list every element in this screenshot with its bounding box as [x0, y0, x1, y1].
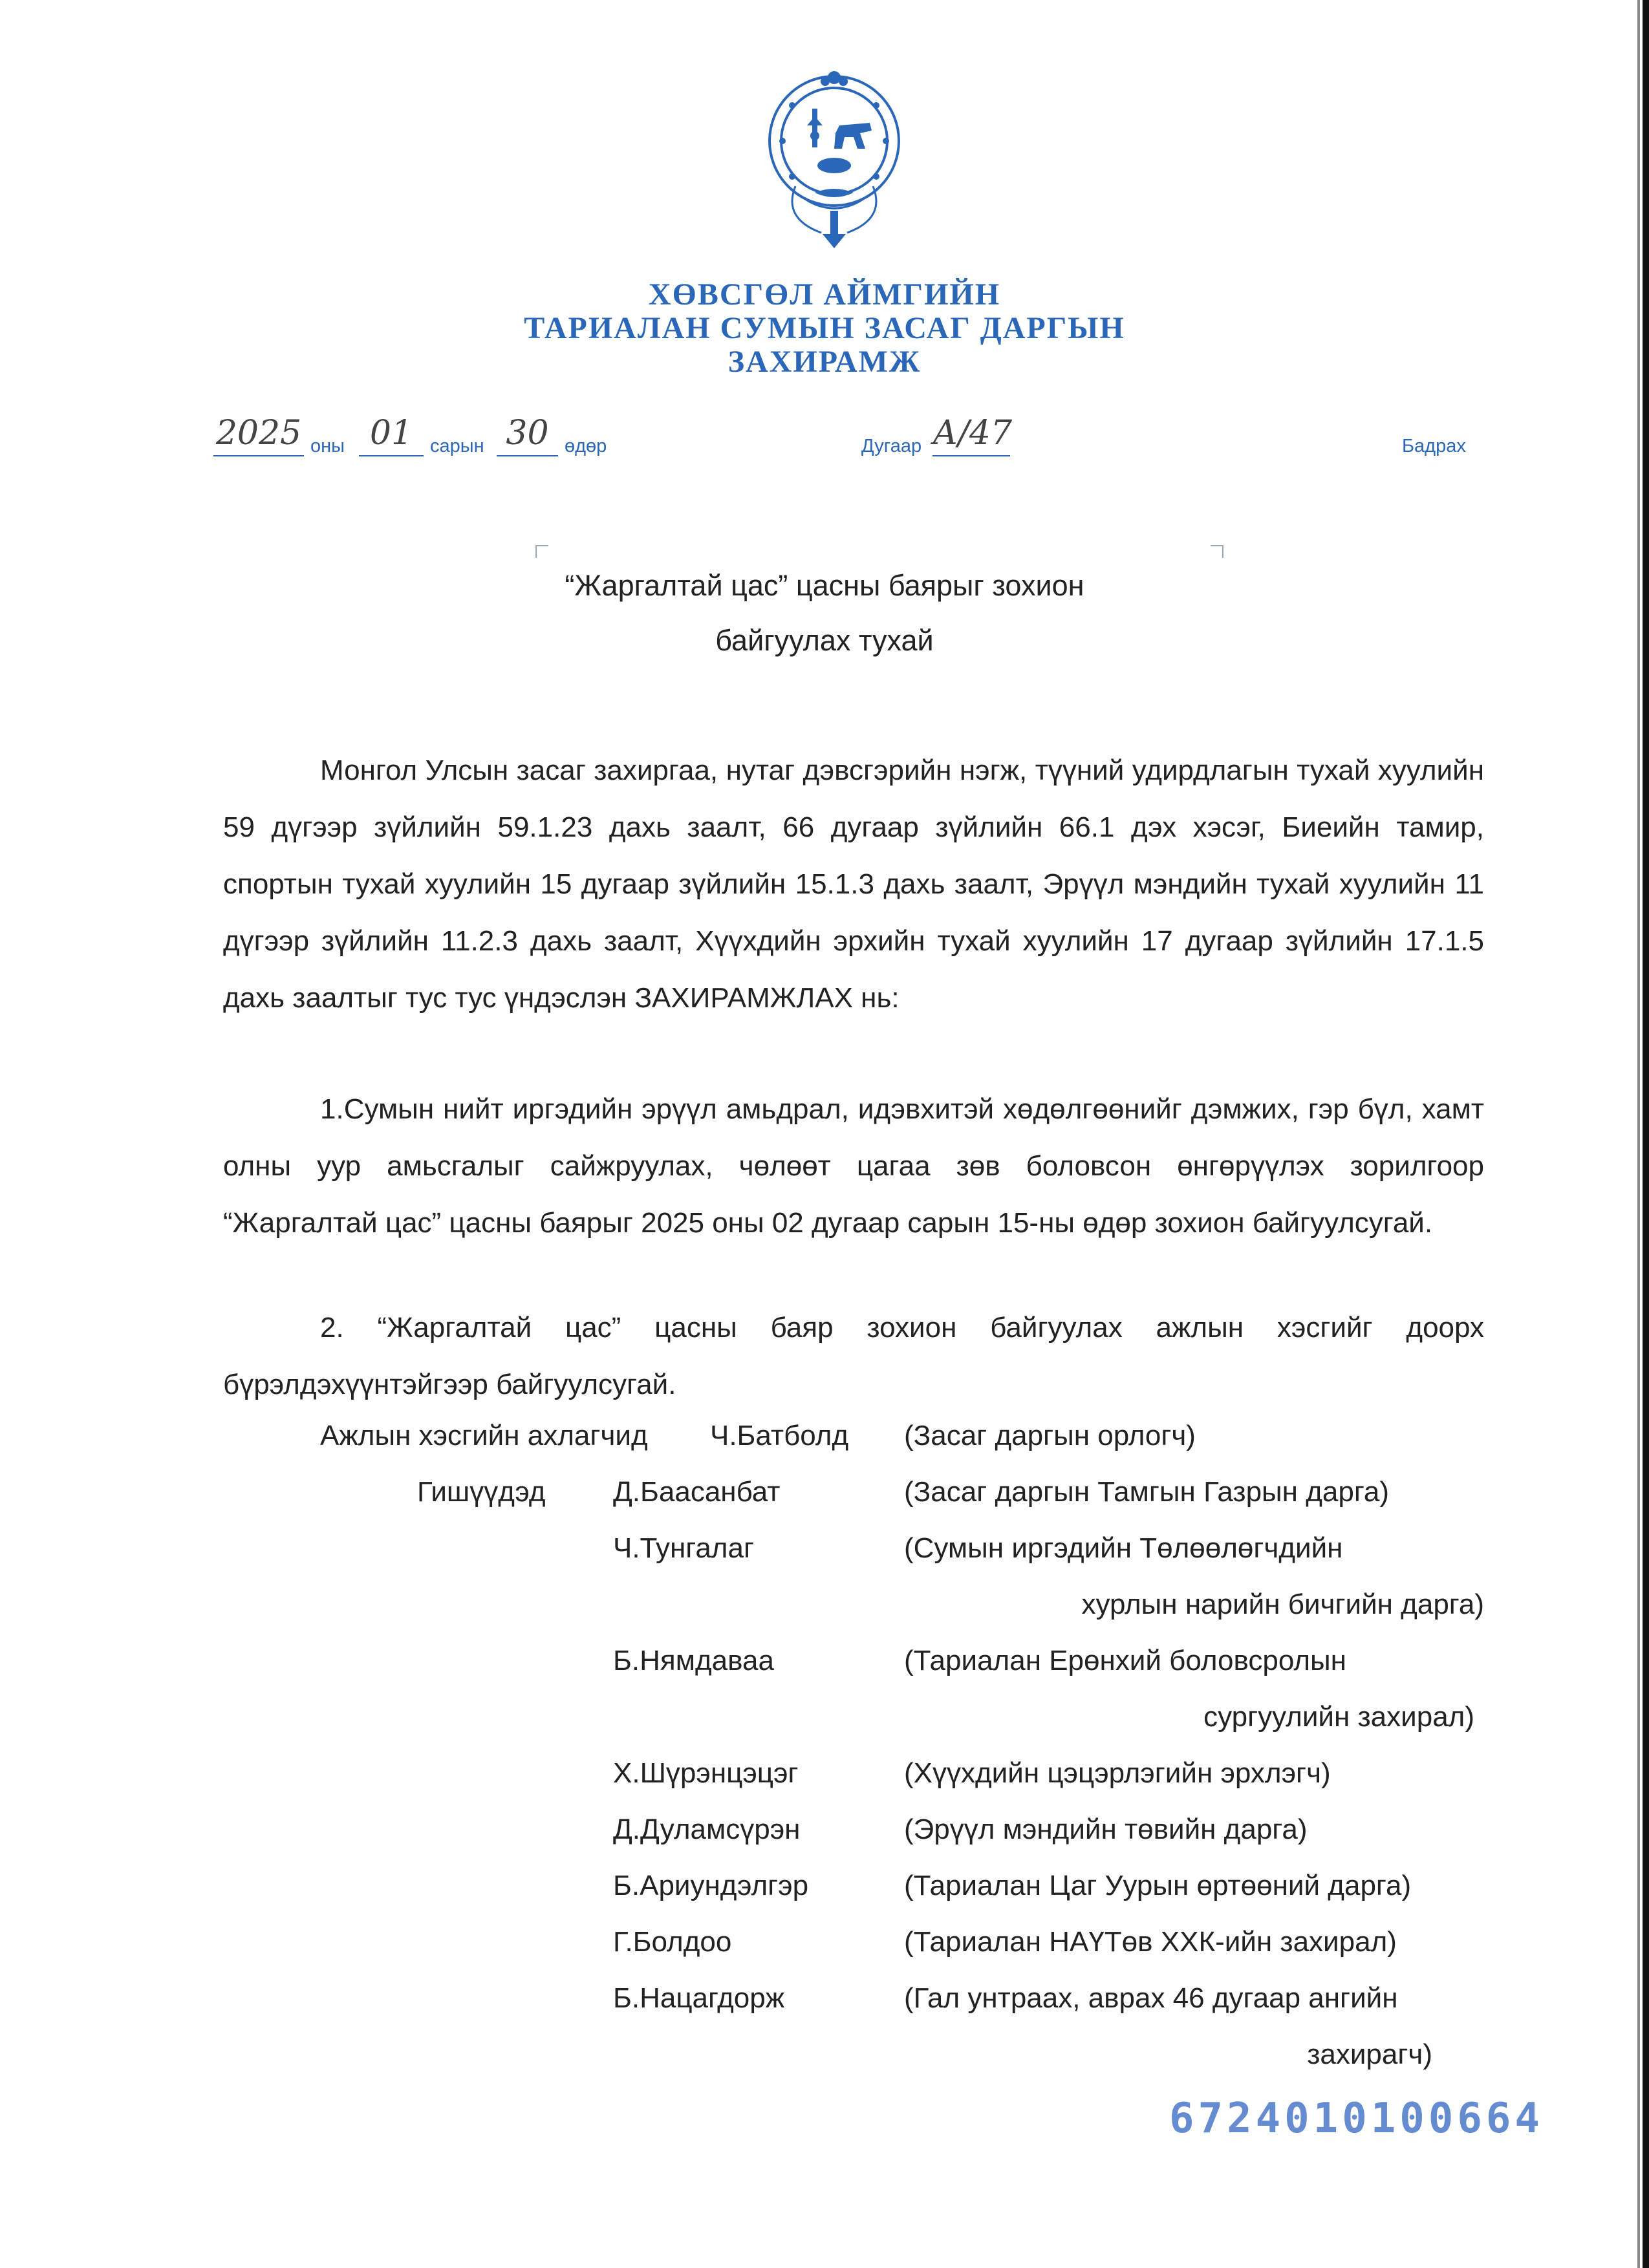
date-day-label: өдөр: [565, 436, 607, 456]
member-name: Д.Дуламсүрэн: [613, 1813, 801, 1845]
member-role: (Тариалан Цаг Уурын өртөөний дарга): [904, 1870, 1412, 1901]
document-title-line2: байгуулах тухай: [715, 624, 934, 657]
date-number-line: [213, 414, 1481, 465]
title-corner-mark-left: [535, 545, 548, 558]
date-year-label: оны: [310, 436, 345, 456]
member-role: (Тариалан Ерөнхий боловсролын: [904, 1645, 1346, 1676]
member-name: Г.Болдоо: [613, 1926, 732, 1958]
member-role: (Сумын иргэдийн Төлөөлөгчдийн: [904, 1532, 1343, 1564]
member-role-continued: захирагч): [1307, 2038, 1432, 2070]
committee-chair-label: Ажлын хэсгийн ахлагчид: [320, 1420, 648, 1451]
preamble-paragraph: Монгол Улсын засаг захиргаа, нутаг дэвсгэрийн нэгж, түүний удирдлагын тухай хуулийн 59 дүгээр зүйлийн 59.1.23 дахь заалт, 66 дугаар зүйлийн 66.1 дэх хэсэг, Биеийн тамир, спортын тухай хуулийн 15 дугаар зүйлийн 15.1.3 дахь заалт, Эрүүл мэндийн тухай хуулийн 11 дүгээр зүйлийн 11.2.3 дахь заалт, Хүүхдийн эрхийн тухай хуулийн 17 дугаар зүйлийн 17.1.5 дахь заалтыг тус тус үндэслэн ЗАХИРАМЖЛАХ нь:: [223, 754, 1484, 1014]
member-role-continued: хурлын нарийн бичгийн дарга): [1081, 1589, 1484, 1620]
decree-number-label: Дугаар: [861, 436, 922, 456]
header-line-decree: ЗАХИРАМЖ: [727, 345, 921, 379]
member-role: (Эрүүл мэндийн төвийн дарга): [904, 1813, 1308, 1845]
member-role: (Хүүхдийн цэцэрлэгийн эрхлэгч): [904, 1757, 1331, 1789]
member-name: Б.Ариундэлгэр: [613, 1870, 809, 1901]
committee-members-label: Гишүүдэд: [417, 1476, 546, 1508]
header-line-sum-governor: ТАРИАЛАН СУМЫН ЗАСАГ ДАРГЫН: [524, 311, 1125, 345]
member-role: (Тариалан НАҮТөв ХХК-ийн захирал): [904, 1926, 1397, 1958]
place-name: Бадрах: [1402, 436, 1466, 456]
date-month-label: сарын: [430, 436, 484, 456]
member-name: Б.Нацагдорж: [613, 1982, 785, 2014]
clause-2-paragraph: 2. “Жаргалтай цас” цасны баяр зохион байгуулах ажлын хэсгийг доорх бүрэлдэхүүнтэйгээр байгуулсугай.: [223, 1312, 1484, 1400]
member-name: Д.Баасанбат: [613, 1476, 781, 1508]
date-day-value: 30: [497, 414, 558, 456]
clause-1-paragraph: 1.Сумын нийт иргэдийн эрүүл амьдрал, идэвхитэй хөдөлгөөнийг дэмжих, гэр бүл, хамт олны уур амьсгалыг сайжруулах, чөлөөт цагаа зөв боловсон өнгөрүүлэх зорилгоор “Жаргалтай цас” цасны баярыг 2025 оны 02 дугаар сарын 15-ны өдөр зохион байгуулсугай.: [223, 1093, 1484, 1239]
member-role: (Засаг даргын Тамгын Газрын дарга): [904, 1476, 1390, 1508]
header-line-aimag: ХӨВСГӨЛ АЙМГИЙН: [648, 277, 1001, 312]
member-name: Б.Нямдаваа: [613, 1645, 774, 1676]
member-role-continued: сургуулийн захирал): [1203, 1701, 1474, 1733]
committee-chair-name: Ч.Батболд: [710, 1420, 849, 1451]
committee-chair-role: (Засаг даргын орлогч): [904, 1420, 1196, 1451]
member-role: (Гал унтраах, аврах 46 дугаар ангийн: [904, 1982, 1398, 2014]
member-name: Х.Шүрэнцэцэг: [613, 1757, 799, 1789]
state-emblem-icon: [757, 63, 912, 251]
date-year-value: 2025: [213, 414, 304, 456]
decree-number-value: А/47: [932, 414, 1010, 456]
date-month-value: 01: [359, 414, 424, 456]
member-name: Ч.Тунгалаг: [613, 1532, 755, 1564]
document-title-line1: “Жаргалтай цас” цасны баярыг зохион: [565, 569, 1084, 602]
serial-number-stamp: 6724010100664: [1169, 2095, 1544, 2143]
title-corner-mark-right: [1211, 545, 1223, 558]
